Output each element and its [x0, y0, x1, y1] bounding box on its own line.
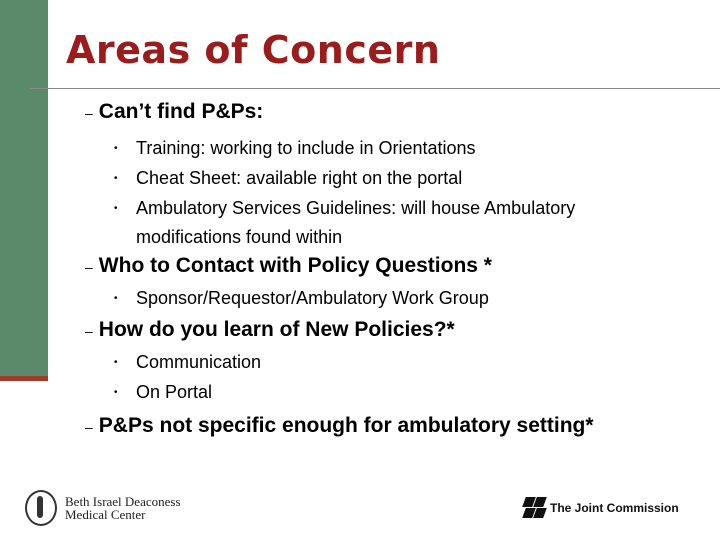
sub-bullet-text: On Portal: [136, 382, 213, 402]
bullet-dot-icon: •: [114, 293, 118, 305]
bullet-dot-icon: •: [114, 173, 118, 185]
bullet-dot-icon: •: [114, 143, 118, 155]
sub-bullet-text: Sponsor/Requestor/Ambulatory Work Group: [136, 288, 489, 308]
sub-bullet-1: [114, 134, 476, 163]
dash-icon: –: [85, 259, 93, 275]
bullet-item-label: Can’t find P&Ps:: [98, 100, 264, 123]
dash-icon: –: [85, 419, 93, 435]
bullet-item-label: How do you learn of New Policies?*: [98, 318, 455, 341]
bullet-dot-icon: •: [114, 387, 118, 399]
bullet-item-1: [85, 100, 263, 124]
sub-bullet-4: [114, 284, 489, 313]
bidmc-logo: [25, 490, 181, 526]
dash-icon: –: [85, 105, 93, 121]
sub-bullet-text: : available right on the portal: [236, 168, 463, 188]
bullet-item-4: [85, 414, 594, 438]
bullet-item-label: P&Ps not specific enough for ambulatory setting*: [98, 414, 594, 437]
sub-bullet-text: : will house Ambulatory: [391, 198, 576, 218]
bullet-item-3: [85, 318, 455, 342]
bidmc-logo-line1: Beth Israel Deaconess: [65, 494, 181, 509]
joint-commission-mark-icon: [524, 497, 546, 519]
title-rule: [30, 88, 720, 89]
dash-icon: –: [85, 323, 93, 339]
bullet-item-2: [85, 254, 492, 278]
side-accent-divider: [0, 376, 48, 381]
joint-commission-logo: [524, 497, 679, 519]
side-accent-bar: [0, 0, 48, 380]
sub-bullet-text: : working to include in Orientations: [200, 138, 476, 158]
sub-bullet-lead: Ambulatory Services Guidelines: [136, 198, 392, 218]
bullet-dot-icon: •: [114, 203, 118, 215]
bidmc-seal-icon: [25, 490, 57, 526]
bidmc-logo-text: [65, 495, 181, 521]
sub-bullet-lead: Cheat Sheet: [136, 168, 237, 188]
sub-bullet-2: [114, 164, 462, 193]
sub-bullet-3: [114, 194, 575, 251]
sub-bullet-5: [114, 348, 261, 377]
bullet-item-label: Who to Contact with Policy Questions *: [98, 254, 492, 277]
sub-bullet-continuation: modifications found within: [136, 227, 343, 248]
joint-commission-logo-text: The Joint Commission: [550, 501, 679, 515]
bullet-dot-icon: •: [114, 357, 118, 369]
sub-bullet-text: Communication: [136, 352, 262, 372]
sub-bullet-6: [114, 378, 212, 407]
bidmc-logo-line2: Medical Center: [65, 507, 146, 522]
sub-bullet-lead: Training: [136, 138, 201, 158]
slide-title: Areas of Concern: [66, 28, 441, 72]
